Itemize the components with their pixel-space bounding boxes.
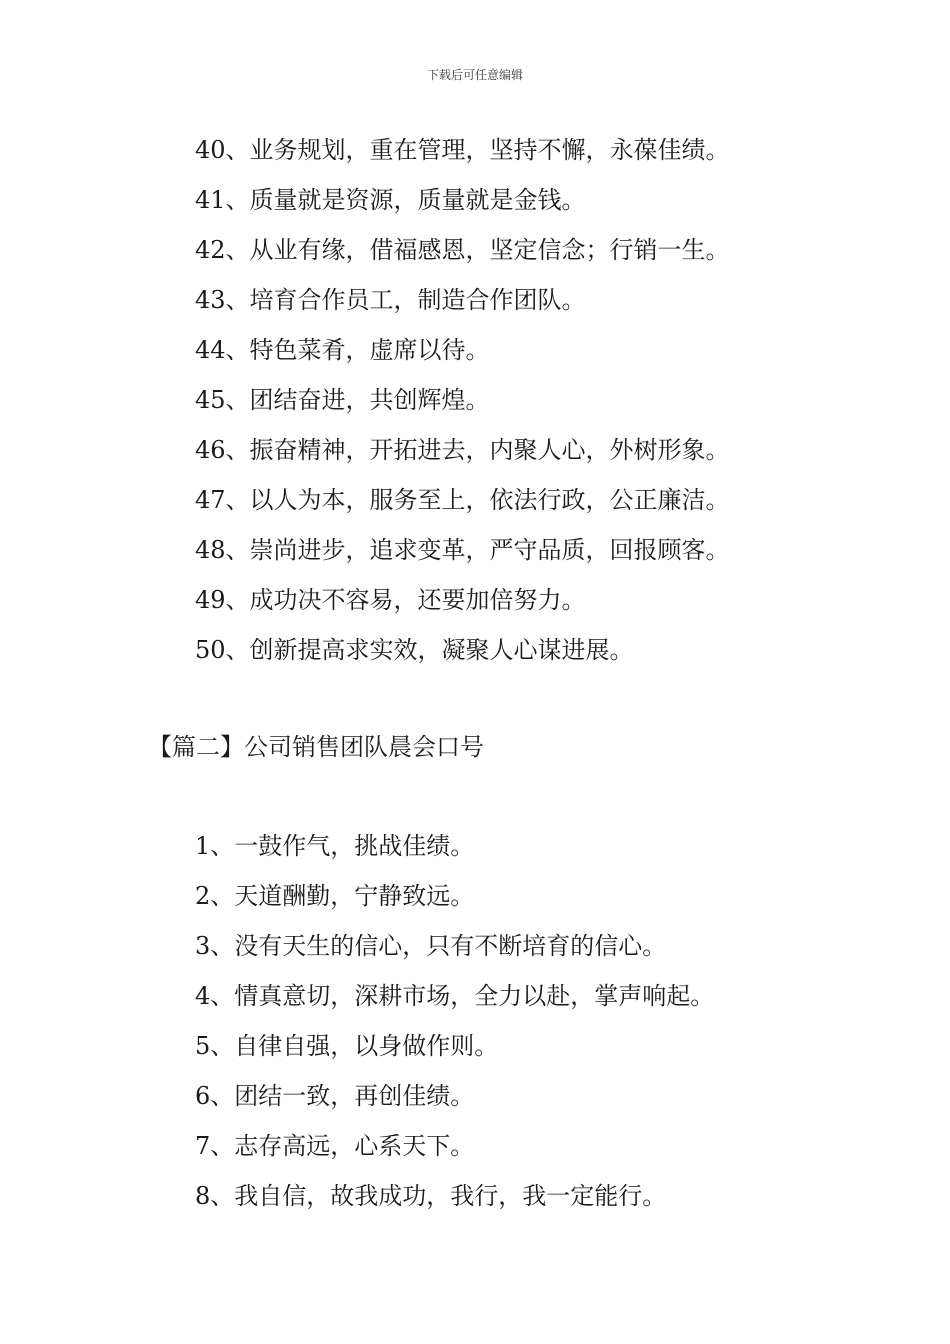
list-item: 1、一鼓作气，挑战佳绩。 <box>195 832 475 860</box>
list-item: 8、我自信，故我成功，我行，我一定能行。 <box>195 1182 667 1210</box>
section-heading: 【篇二】公司销售团队晨会口号 <box>148 733 484 761</box>
list-item: 42、从业有缘，借福感恩，坚定信念；行销一生。 <box>195 236 730 264</box>
list-item: 6、团结一致，再创佳绩。 <box>195 1082 475 1110</box>
list-item: 7、志存高远，心系天下。 <box>195 1132 475 1160</box>
list-item: 3、没有天生的信心，只有不断培育的信心。 <box>195 932 667 960</box>
list-item: 50、创新提高求实效，凝聚人心谋进展。 <box>195 636 634 664</box>
list-item: 43、培育合作员工，制造合作团队。 <box>195 286 586 314</box>
page-header: 下载后可任意编辑 <box>426 68 523 82</box>
list-item: 45、团结奋进，共创辉煌。 <box>195 386 490 414</box>
list-item: 41、质量就是资源，质量就是金钱。 <box>195 186 586 214</box>
list-item: 47、以人为本，服务至上，依法行政，公正廉洁。 <box>195 486 730 514</box>
list-item: 49、成功决不容易，还要加倍努力。 <box>195 586 586 614</box>
list-item: 48、崇尚进步，追求变革，严守品质，回报顾客。 <box>195 536 730 564</box>
list-item: 2、天道酬勤，宁静致远。 <box>195 882 475 910</box>
slogan-list-part-1 <box>195 125 730 675</box>
list-item: 5、自律自强，以身做作则。 <box>195 1032 499 1060</box>
slogan-list-part-2 <box>195 821 714 1221</box>
list-item: 4、情真意切，深耕市场，全力以赴，掌声响起。 <box>195 982 715 1010</box>
list-item: 46、振奋精神，开拓进去，内聚人心，外树形象。 <box>195 436 730 464</box>
list-item: 40、业务规划，重在管理，坚持不懈，永葆佳绩。 <box>195 136 730 164</box>
list-item: 44、特色菜肴，虚席以待。 <box>195 336 490 364</box>
